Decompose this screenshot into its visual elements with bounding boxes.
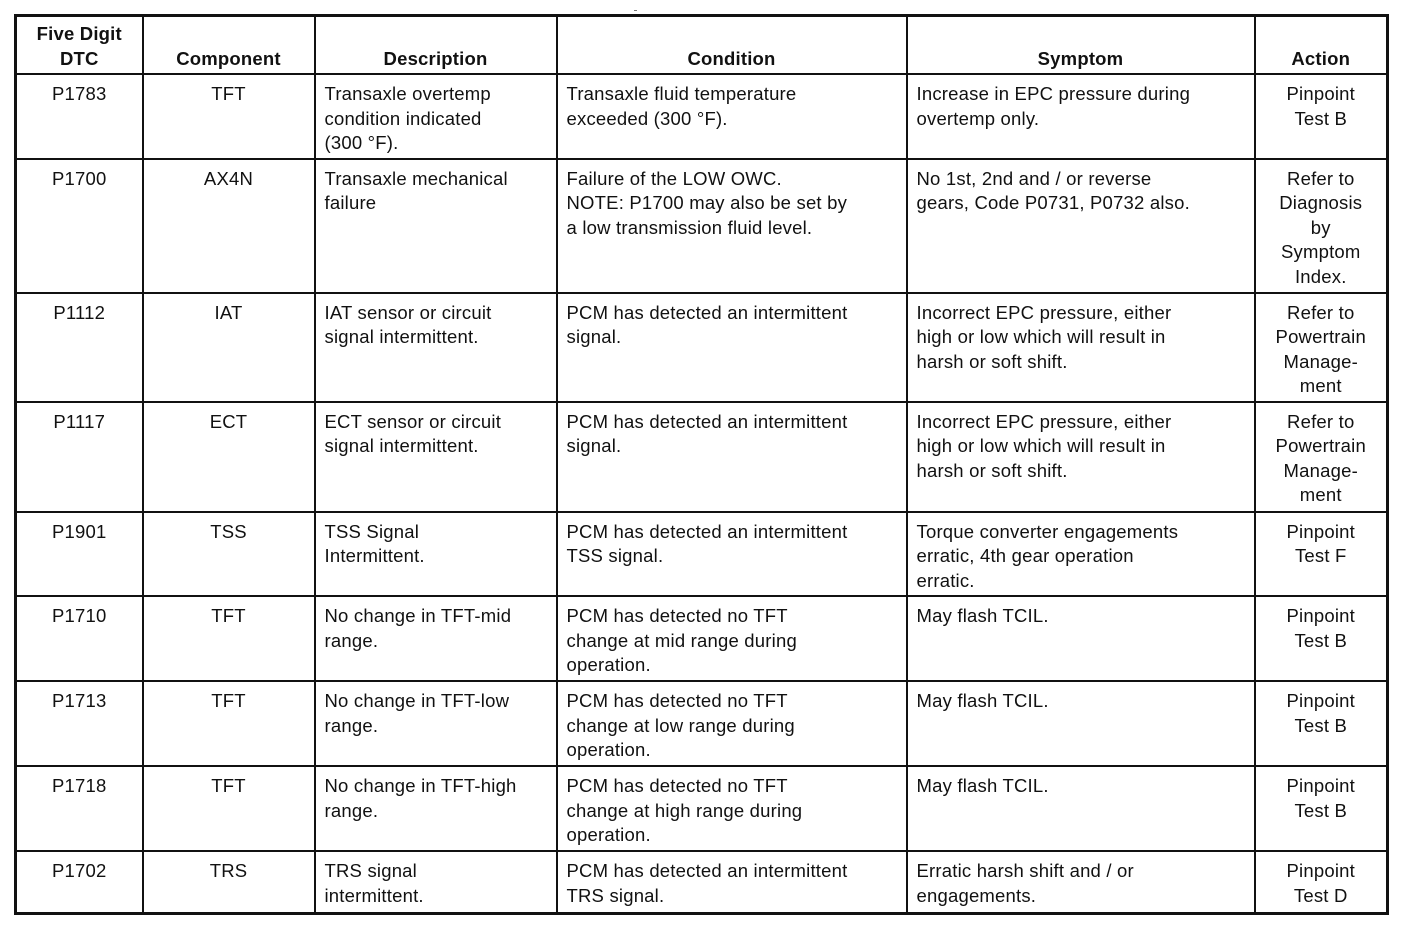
header-row: [16, 16, 1388, 75]
table-header: [16, 16, 1388, 75]
dtc-code-cell: P1901: [16, 512, 143, 597]
description-cell: IAT sensor or circuit signal intermittent.: [315, 293, 557, 402]
component-cell: ECT: [143, 402, 315, 512]
description-cell: Transaxle overtemp condition indicated (300 °F).: [315, 74, 557, 159]
action-cell: Pinpoint Test F: [1255, 512, 1388, 597]
condition-cell: PCM has detected no TFT change at low range during operation.: [557, 681, 907, 766]
condition-cell: PCM has detected no TFT change at mid range during operation.: [557, 596, 907, 681]
condition-cell: PCM has detected an intermittent signal.: [557, 293, 907, 402]
table-row: [16, 512, 1388, 597]
description-cell: TSS Signal Intermittent.: [315, 512, 557, 597]
action-cell: Refer to Powertrain Manage- ment: [1255, 293, 1388, 402]
symptom-cell: May flash TCIL.: [907, 681, 1255, 766]
symptom-cell: May flash TCIL.: [907, 766, 1255, 851]
condition-cell: Failure of the LOW OWC. NOTE: P1700 may also be set by a low transmission fluid level.: [557, 159, 907, 293]
table-row: [16, 596, 1388, 681]
header-symptom: Symptom: [907, 16, 1255, 75]
condition-cell: PCM has detected an intermittent TSS signal.: [557, 512, 907, 597]
header-action: Action: [1255, 16, 1388, 75]
description-cell: No change in TFT-mid range.: [315, 596, 557, 681]
table-row: [16, 766, 1388, 851]
dtc-code-cell: P1718: [16, 766, 143, 851]
component-cell: AX4N: [143, 159, 315, 293]
dtc-code-cell: P1783: [16, 74, 143, 159]
description-cell: TRS signal intermittent.: [315, 851, 557, 913]
symptom-cell: No 1st, 2nd and / or reverse gears, Code P0731, P0732 also.: [907, 159, 1255, 293]
component-cell: IAT: [143, 293, 315, 402]
action-cell: Refer to Powertrain Manage- ment: [1255, 402, 1388, 512]
action-cell: Pinpoint Test D: [1255, 851, 1388, 913]
component-cell: TFT: [143, 766, 315, 851]
description-cell: ECT sensor or circuit signal intermittent.: [315, 402, 557, 512]
action-cell: Pinpoint Test B: [1255, 766, 1388, 851]
action-cell: Pinpoint Test B: [1255, 681, 1388, 766]
table-body: [16, 74, 1388, 913]
condition-cell: PCM has detected an intermittent signal.: [557, 402, 907, 512]
component-cell: TFT: [143, 681, 315, 766]
component-cell: TFT: [143, 74, 315, 159]
dtc-code-cell: P1117: [16, 402, 143, 512]
header-component: Component: [143, 16, 315, 75]
header-dtc: Five Digit DTC: [16, 16, 143, 75]
description-cell: No change in TFT-low range.: [315, 681, 557, 766]
table-row: [16, 74, 1388, 159]
action-cell: Pinpoint Test B: [1255, 596, 1388, 681]
condition-cell: PCM has detected an intermittent TRS signal.: [557, 851, 907, 913]
symptom-cell: Torque converter engagements erratic, 4th gear operation erratic.: [907, 512, 1255, 597]
condition-cell: Transaxle fluid temperature exceeded (300 °F).: [557, 74, 907, 159]
action-cell: Refer to Diagnosis by Symptom Index.: [1255, 159, 1388, 293]
table-row: [16, 402, 1388, 512]
scan-speck: [634, 10, 637, 11]
table-row: [16, 159, 1388, 293]
symptom-cell: Incorrect EPC pressure, either high or low which will result in harsh or soft shift.: [907, 293, 1255, 402]
dtc-code-cell: P1713: [16, 681, 143, 766]
symptom-cell: May flash TCIL.: [907, 596, 1255, 681]
component-cell: TRS: [143, 851, 315, 913]
table-row: [16, 851, 1388, 913]
description-cell: Transaxle mechanical failure: [315, 159, 557, 293]
symptom-cell: Increase in EPC pressure during overtemp only.: [907, 74, 1255, 159]
table-row: [16, 293, 1388, 402]
description-cell: No change in TFT-high range.: [315, 766, 557, 851]
action-cell: Pinpoint Test B: [1255, 74, 1388, 159]
dtc-code-cell: P1112: [16, 293, 143, 402]
condition-cell: PCM has detected no TFT change at high range during operation.: [557, 766, 907, 851]
dtc-code-cell: P1710: [16, 596, 143, 681]
dtc-code-cell: P1702: [16, 851, 143, 913]
symptom-cell: Incorrect EPC pressure, either high or low which will result in harsh or soft shift.: [907, 402, 1255, 512]
dtc-code-cell: P1700: [16, 159, 143, 293]
table-row: [16, 681, 1388, 766]
component-cell: TFT: [143, 596, 315, 681]
header-description: Description: [315, 16, 557, 75]
header-condition: Condition: [557, 16, 907, 75]
symptom-cell: Erratic harsh shift and / or engagements.: [907, 851, 1255, 913]
dtc-table: [14, 14, 1389, 915]
component-cell: TSS: [143, 512, 315, 597]
